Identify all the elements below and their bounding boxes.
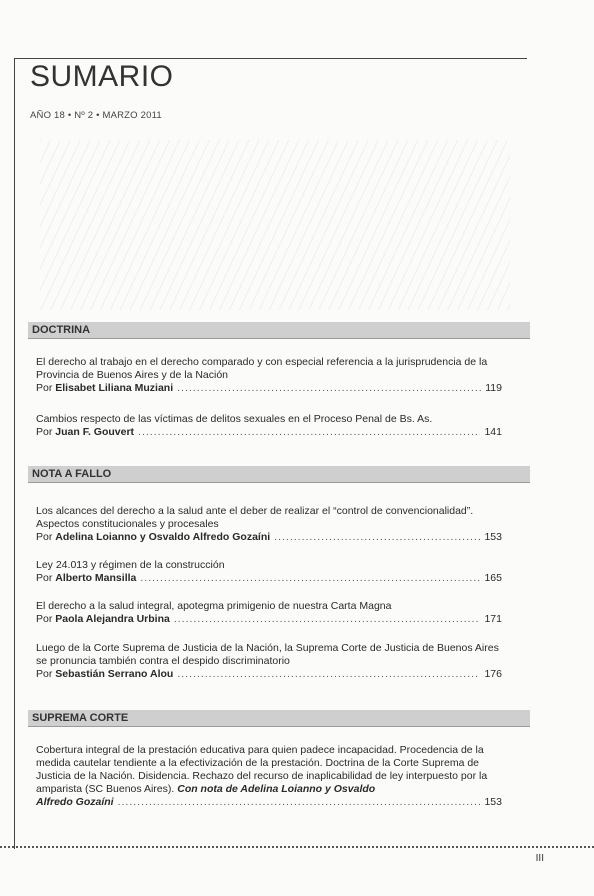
toc-entry[interactable] (36, 505, 502, 544)
entry-byline (36, 531, 502, 544)
entry-title: Cambios respecto de las víctimas de delitos sexuales en el Proceso Penal de Bs. As. (36, 413, 433, 425)
entry-byline (36, 613, 502, 626)
toc-entry[interactable] (36, 600, 502, 626)
entry-author: Alfredo Gozaíni (36, 796, 114, 808)
entry-author: Juan F. Gouvert (55, 426, 135, 438)
entry-title: El derecho a la salud integral, apotegma primigenio de nuestra Carta Magna (36, 600, 392, 612)
entry-author: Paola Alejandra Urbina (55, 613, 170, 625)
entry-author: Sebastián Serrano Alou (55, 668, 174, 680)
entry-page: 165 (484, 572, 502, 584)
issue-info: AÑO 18 • Nº 2 • MARZO 2011 (30, 110, 162, 121)
entry-page: 153 (484, 531, 502, 543)
leader-dots (274, 531, 480, 544)
entry-byline (36, 572, 502, 585)
background-texture (40, 140, 510, 310)
section-heading-nota-a-fallo: NOTA A FALLO (28, 466, 530, 483)
bottom-dotted-rule (0, 846, 594, 850)
page-title: SUMARIO (30, 60, 174, 93)
entry-byline (36, 382, 502, 395)
by-label: Por (36, 572, 53, 584)
leader-dots (118, 796, 481, 809)
toc-entry[interactable] (36, 559, 502, 585)
page-number: III (535, 853, 544, 864)
entry-author: Alberto Mansilla (55, 572, 137, 584)
leader-dots (138, 426, 480, 439)
entry-page: 176 (484, 668, 502, 680)
entry-note: Con nota de Adelina Loianno y Osvaldo (177, 783, 376, 795)
entry-author: Adelina Loianno y Osvaldo Alfredo Gozaíni (55, 531, 271, 543)
leader-dots (177, 382, 481, 395)
entry-byline (36, 426, 502, 439)
entry-page: 141 (484, 426, 502, 438)
entry-title: Ley 24.013 y régimen de la construcción (36, 559, 225, 571)
section-heading-suprema-corte: SUPREMA CORTE (28, 710, 530, 727)
section-heading-doctrina: DOCTRINA (28, 322, 530, 339)
entry-page: 119 (485, 382, 502, 394)
entry-byline (36, 668, 502, 681)
by-label: Por (36, 613, 53, 625)
leader-dots (140, 572, 480, 585)
leader-dots (177, 668, 480, 681)
by-label: Por (36, 382, 53, 394)
by-label: Por (36, 531, 53, 543)
by-label: Por (36, 426, 53, 438)
toc-entry[interactable] (36, 356, 502, 395)
entry-title: Cobertura integral de la prestación educativa para quien padece incapacidad. Procedencia de la medida cautelar tendiente a la efectivización de la prestación. Doctrina de la Corte Suprema de Justicia de la Nación. Disidencia. Rechazo del recurso de inaplicabilidad de ley interpuesto por la amparista (SC Buenos Aires). (36, 744, 488, 795)
by-label: Por (36, 668, 53, 680)
entry-byline (36, 796, 502, 809)
entry-author: Elisabet Liliana Muziani (55, 382, 174, 394)
toc-entry[interactable] (36, 413, 502, 439)
toc-entry[interactable] (36, 744, 502, 809)
entry-title: El derecho al trabajo en el derecho comparado y con especial referencia a la jurisprudencia de la Provincia de Buenos Aires y de la Nación (36, 356, 488, 381)
entry-title: Los alcances del derecho a la salud ante el deber de realizar el “control de convencionalidad”. Aspectos constitucionales y procesales (36, 505, 474, 530)
entry-page: 171 (484, 613, 502, 625)
entry-title: Luego de la Corte Suprema de Justicia de la Nación, la Suprema Corte de Justicia de Buenos Aires se pronuncia también contra el despido discriminatorio (36, 642, 499, 667)
entry-page: 153 (484, 796, 502, 808)
leader-dots (174, 613, 481, 626)
toc-entry[interactable] (36, 642, 502, 681)
